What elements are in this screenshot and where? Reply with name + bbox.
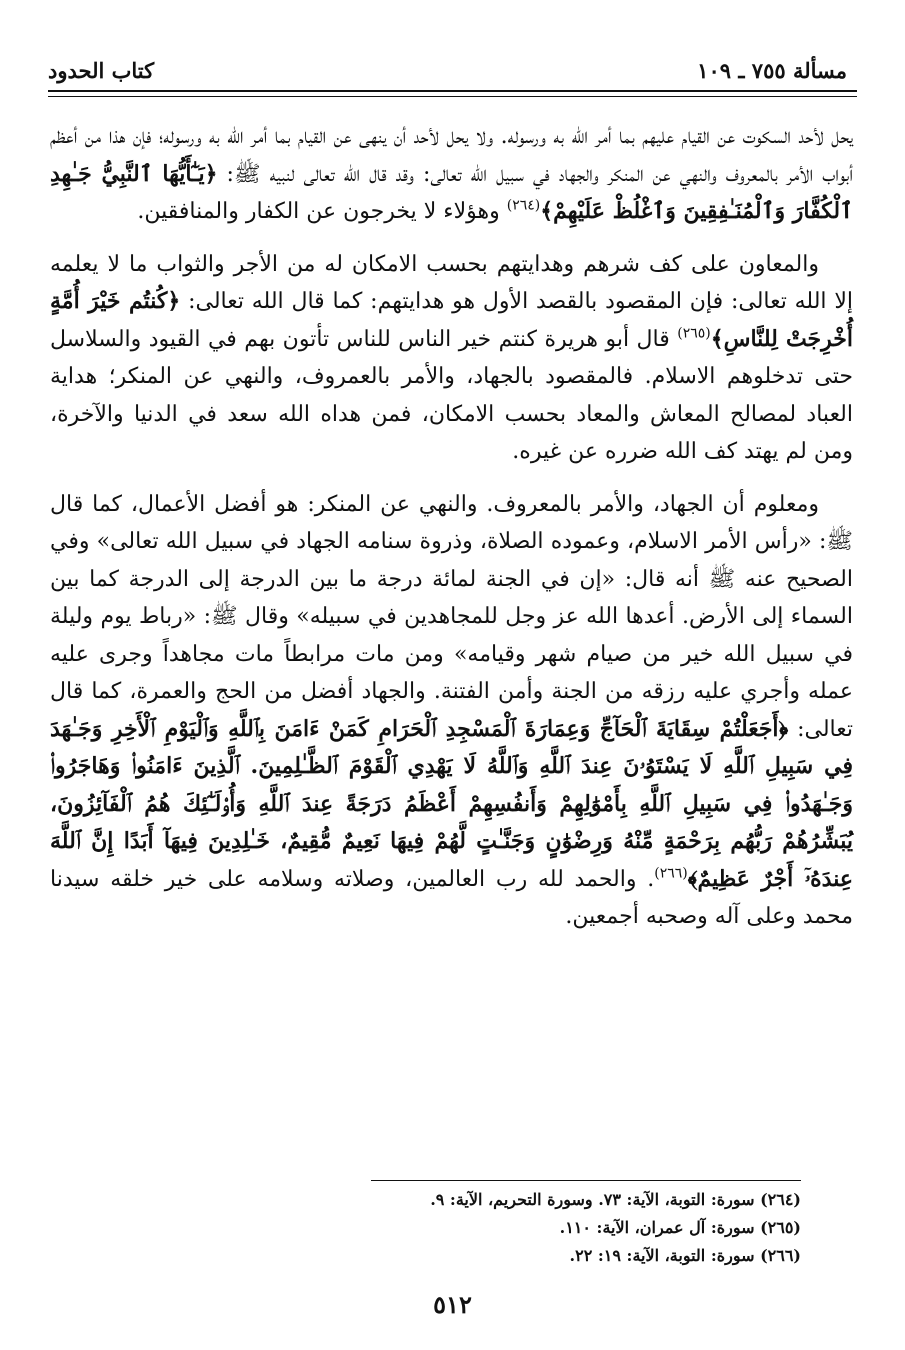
footnote-265: (٢٦٥) سورة: آل عمران، الآية: ١١٠. [559, 1218, 801, 1237]
text-run: . والحمد لله رب العالمين، وصلاته وسلامه على خير خلقه سيدنا محمد وعلى آله وصحبه أجمعين. [50, 866, 853, 929]
footnote-266: (٢٦٦) سورة: التوبة، الآية: ١٩: ٢٢. [569, 1246, 801, 1265]
quran-verse: ﴿يَـٰٓأَيُّهَا ٱلنَّبِيُّ جَـٰهِدِ ٱلْكُفَّارَ وَٱلْمُنَـٰفِقِينَ وَٱغْلُظْ عَلَيْهِمْ﴾ [50, 160, 853, 224]
footnote-separator [371, 1180, 801, 1181]
text-run: والمعاون على كف شرهم وهدايتهم بحسب الامكان له من الأجر والثواب ما لا يعلمه إلا الله تعالى: فإن المقصود بالقصد الأول هو هدايتهم: كما قال الله تعالى: [50, 251, 853, 314]
footnote-ref: (٢٦٤) [506, 197, 541, 214]
paragraph [50, 486, 853, 936]
footnotes [60, 1186, 801, 1270]
quran-verse: ﴿كُنتُم خَيْرَ أُمَّةٍ أُخْرِجَتْ لِلنَّاسِ﴾ [50, 288, 853, 352]
text-run: قال أبو هريرة كنتم خير الناس للناس تأتون بهم في القيود والسلاسل حتى تدخلوهم الاسلام. فالمقصود بالجهاد، والأمر بالعمروف، والنهي عن المنكر؛ هداية العباد لمصالح المعاش والمعاد بحسب الامكان، فمن هداه الله سعد في الدنيا والآخرة، ومن لم يهتد كف الله ضرره عن غيره. [50, 326, 853, 464]
text-run: يحل لأحد السكوت عن القيام عليهم بما أمر الله به ورسوله. ولا يحل لأحد أن ينهى عن القيام بما أمر الله به ورسوله؛ فإن هذا من أعظم أبواب الأمر بالمعروف والنهي عن المنكر والجهاد في سبيل الله تعالى: وقد قال الله تعالى لنبيه ﷺ: [50, 124, 853, 187]
footnote-ref: (٢٦٦) [654, 865, 688, 882]
header-rule-thin [48, 96, 857, 97]
paragraph [50, 246, 853, 471]
footnote-264: (٢٦٤) سورة: التوبة، الآية: ٧٣. وسورة التحريم، الآية: ٩. [430, 1190, 801, 1209]
text-run: ومعلوم أن الجهاد، والأمر بالمعروف. والنهي عن المنكر: هو أفضل الأعمال، كما قال ﷺ: «رأس الأمر الاسلام، وعموده الصلاة، وذروة سنامه الجهاد في سبيل الله تعالى» وفي الصحيح عنه ﷺ أنه قال: «إن في الجنة لمائة درجة ما بين الدرجة إلى الدرجة كما بين السماء إلى الأرض. أعدها الله عز وجل للمجاهدين في سبيله» وقال ﷺ: «رباط يوم وليلة في سبيل الله خير من صيام شهر وقيامه» ومن مات مرابطاً مات مجاهداً وجرى عليه عمله وأجري عليه رزقه من الجنة وأمن الفتنة. والجهاد أفضل من الحج والعمرة، كما قال تعالى: [50, 491, 853, 742]
paragraph [50, 118, 853, 231]
issue-number: مسألة ٧٥٥ ـ ١٠٩ [697, 58, 847, 83]
header-rule-thick [48, 90, 857, 92]
running-header [48, 52, 857, 86]
footnote-ref: (٢٦٥) [677, 325, 711, 342]
quran-verse: ﴿أَجَعَلْتُمْ سِقَايَةَ ٱلْحَآجِّ وَعِمَارَةَ ٱلْمَسْجِدِ ٱلْحَرَامِ كَمَنْ ءَامَنَ بِٱللَّهِ وَٱلْيَوْمِ ٱلْأَخِرِ وَجَـٰهَدَ فِي سَبِيلِ ٱللَّهِ لَا يَسْتَوُۥنَ عِندَ ٱللَّهِ وَٱللَّهُ لَا يَهْدِي ٱلْقَوْمَ ٱلظَّـٰلِمِينَ. ٱلَّذِينَ ءَامَنُوا۟ وَهَاجَرُوا۟ وَجَـٰهَدُوا۟ فِي سَبِيلِ ٱللَّهِ بِأَمْوَٰلِهِمْ وَأَنفُسِهِمْ أَعْظَمُ دَرَجَةً عِندَ ٱللَّهِ وَأُو۟لَـٰٓئِكَ هُمُ ٱلْفَآئِزُونَ، يُبَشِّرُهُمْ رَبُّهُم بِرَحْمَةٍ مِّنْهُ وَرِضْوَٰنٍ وَجَنَّـٰتٍ لَّهُمْ فِيهَا نَعِيمٌ مُّقِيمٌ، خَـٰلِدِينَ فِيهَآ أَبَدًا إِنَّ ٱللَّهَ عِندَهُۥٓ أَجْرٌ عَظِيمٌ﴾ [50, 715, 853, 892]
text-run: وهؤلاء لا يخرجون عن الكفار والمنافقين. [137, 199, 507, 224]
body-text [50, 118, 853, 951]
chapter-title: كتاب الحدود [48, 58, 155, 83]
page-number: ٥١٢ [433, 1290, 472, 1319]
